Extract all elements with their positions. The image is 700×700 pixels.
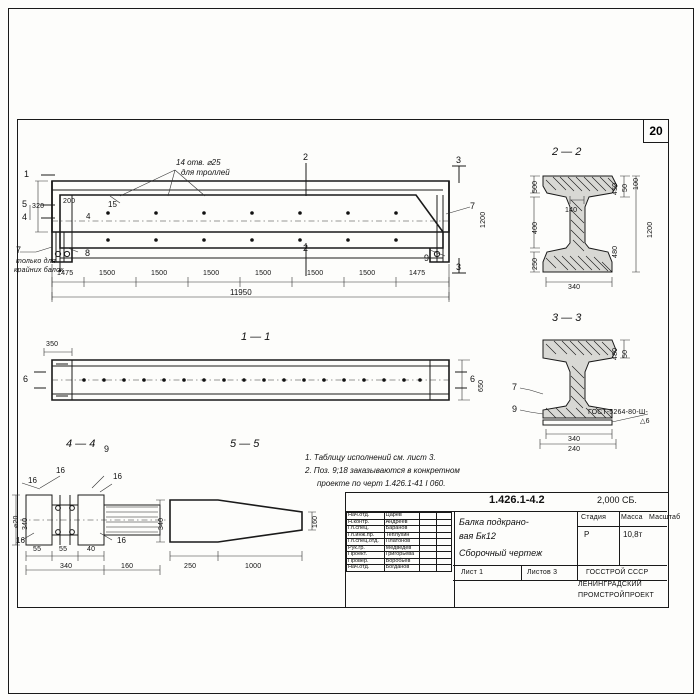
s55-dim-250: 250 [184,563,197,570]
stamp-name: Теплухин [384,532,420,539]
titleblock-divider-sheetvert2 [577,565,578,580]
pos-7-left: 7 [16,245,22,255]
titleblock-divider-top [453,511,667,512]
section-2-2-title: 2 — 2 [552,146,582,158]
s22-dim-140: 140 [565,207,578,214]
titleblock-divider-vert [577,511,578,566]
s33-weld-note: ГОСТ-5264-80-Ш- [588,409,649,416]
s55-dim-160: 160 [312,515,319,528]
dim-height-left: 320 [32,203,45,210]
section-mark-2-top: 2 [303,152,309,162]
s44-dim-340v: 340 [22,517,29,530]
org-line-3: ПРОМСТРОЙПРОЕКТ [578,592,654,599]
mass-label: Масса [621,514,643,521]
s22-dim-100: 100 [633,177,640,190]
stamp-role: Н.контр. [347,519,385,526]
stamp-sign [420,565,437,572]
s22-dim-400: 400 [532,221,539,234]
titleblock-divider-vert2 [619,511,620,566]
s33-dim-340: 340 [568,436,581,443]
signature-table [346,512,452,572]
s44-pos-9: 9 [104,444,110,454]
stamp-role: Гл.инж.пр. [347,532,385,539]
title-line-2: вая Бк12 [459,531,496,541]
mark-4-left: 4 [22,212,28,222]
titleblock-divider-mid [453,565,667,566]
view-1-1-mark-right: 6 [470,374,476,384]
s44-pos-16-d: 16 [117,536,126,545]
s22-dim-500: 500 [532,180,539,193]
note-edge-only-2: крайних балок [14,267,64,274]
note-line-2: 2. Поз. 9;18 заказываются в конкретном [305,466,460,475]
stamp-name: Баранов [384,526,420,533]
stamp-name: Григорьева [384,552,420,559]
org-line-2: ЛЕНИНГРАДСКИЙ [578,581,642,588]
drawing-code: 1.426.1-4.2 [489,494,545,506]
note-edge-only-1: только для [16,258,56,265]
stamp-role: Провер. [347,558,385,565]
s22-dim-50: 50 [622,183,629,192]
mass-value: 10,8т [623,530,643,539]
dim-seg-8: 1475 [409,270,426,277]
view-1-1-mark-left: 6 [23,374,29,384]
callout-holes: 14 отв. ⌀25 [176,158,221,167]
stamp-role: Рук.гр. [347,545,385,552]
dim-seg-4: 1500 [203,270,220,277]
dim-seg-5: 1500 [255,270,272,277]
s44-pos-16-e: 16 [16,536,25,545]
dim-height-right: 1200 [480,211,487,228]
titleblock-divider-sheetvert [521,565,522,580]
s22-dim-450: 450 [612,182,619,195]
s55-dim-340: 340 [158,517,165,530]
stamp-name: Андреев [384,519,420,526]
dim-seg-1: 1475 [57,270,74,277]
note-line-3: проекте по черт 1.426.1-41 I 060. [317,479,446,488]
stamp-name: Царёв [384,513,420,520]
view-1-1-dim-right: 650 [478,379,485,392]
dim-seg-6: 1500 [307,270,324,277]
dim-width-left: 200 [63,198,76,205]
callout-holes-2: для троллей [181,168,230,177]
stamp-role: Проект. [347,552,385,559]
pos-4-left: 4 [86,212,91,221]
page-number: 20 [649,124,663,138]
stamp-name: Платонов [384,539,420,546]
s44-pos-16-c: 16 [28,476,37,485]
dim-seg-7: 1500 [359,270,376,277]
pos-9-right: 9 [424,253,430,263]
pos-7-right: 7 [470,201,476,211]
section-mark-3-top: 3 [456,155,462,165]
s33-dim-50: 50 [622,349,629,358]
s55-dim-1000: 1000 [245,563,262,570]
s44-pos-16-a: 16 [56,466,65,475]
s44-dim-55b: 55 [59,546,68,553]
s33-weld-note-2: △6 [640,418,650,425]
stamp-name: Медведев [384,545,420,552]
dim-total-length: 11950 [230,288,252,297]
drawing-set: 2,000 СБ. [597,495,637,505]
stage-value: Р [584,530,590,539]
stage-label: Стадия [581,514,607,521]
view-1-1-dim-left: 350 [46,341,59,348]
stamp-name: Воробьёв [384,558,420,565]
stamp-date [437,565,452,572]
s33-pos-9: 9 [512,404,518,414]
s33-pos-7: 7 [512,382,518,392]
scale-label: Масштаб [649,514,681,521]
pos-15: 15 [108,200,117,209]
section-mark-2-bottom: 2 [303,243,309,253]
section-mark-3-bottom: 3 [456,262,462,272]
s22-dim-250: 250 [532,257,539,270]
dim-seg-2: 1500 [99,270,116,277]
s22-dim-1200: 1200 [647,221,654,238]
title-line-1: Балка подкрано- [459,517,529,527]
s44-dim-160: 160 [121,563,134,570]
note-line-1: 1. Таблицу исполнений см. лист 3. [305,453,436,462]
sheets-label: Листов 3 [527,569,558,576]
stamp-name: Богданов [384,565,420,572]
stamp-role: Нач.отд. [347,565,385,572]
pos-8-left: 8 [85,248,91,258]
mark-5-left: 5 [22,199,28,209]
dim-seg-3: 1500 [151,270,168,277]
table-row [347,565,452,572]
title-line-3: Сборочный чертеж [459,548,543,558]
titleblock-divider-row [577,526,667,527]
stamp-role: Гл.спец. [347,526,385,533]
s44-dim-55a: 55 [33,546,42,553]
s44-dim-40: 40 [87,546,96,553]
s44-pos-16-b: 16 [113,472,122,481]
section-4-4-title: 4 — 4 [66,438,96,450]
s22-dim-480: 480 [612,245,619,258]
view-1-1-title: 1 — 1 [241,331,271,343]
s33-dim-240: 240 [568,446,581,453]
s22-dim-340: 340 [568,284,581,291]
mark-1-left: 1 [24,169,30,179]
org-line-1: ГОССТРОЙ СССР [586,569,649,576]
stamp-role: Гл.спец.отд. [347,539,385,546]
s44-dim-d20: ⌀20 [13,515,20,528]
section-3-3-title: 3 — 3 [552,312,582,324]
sheet-label: Лист 1 [461,569,484,576]
section-5-5-title: 5 — 5 [230,438,260,450]
stamp-role: Нач.отд. [347,513,385,520]
s33-dim-480: 480 [612,347,619,360]
s44-dim-340: 340 [60,563,73,570]
